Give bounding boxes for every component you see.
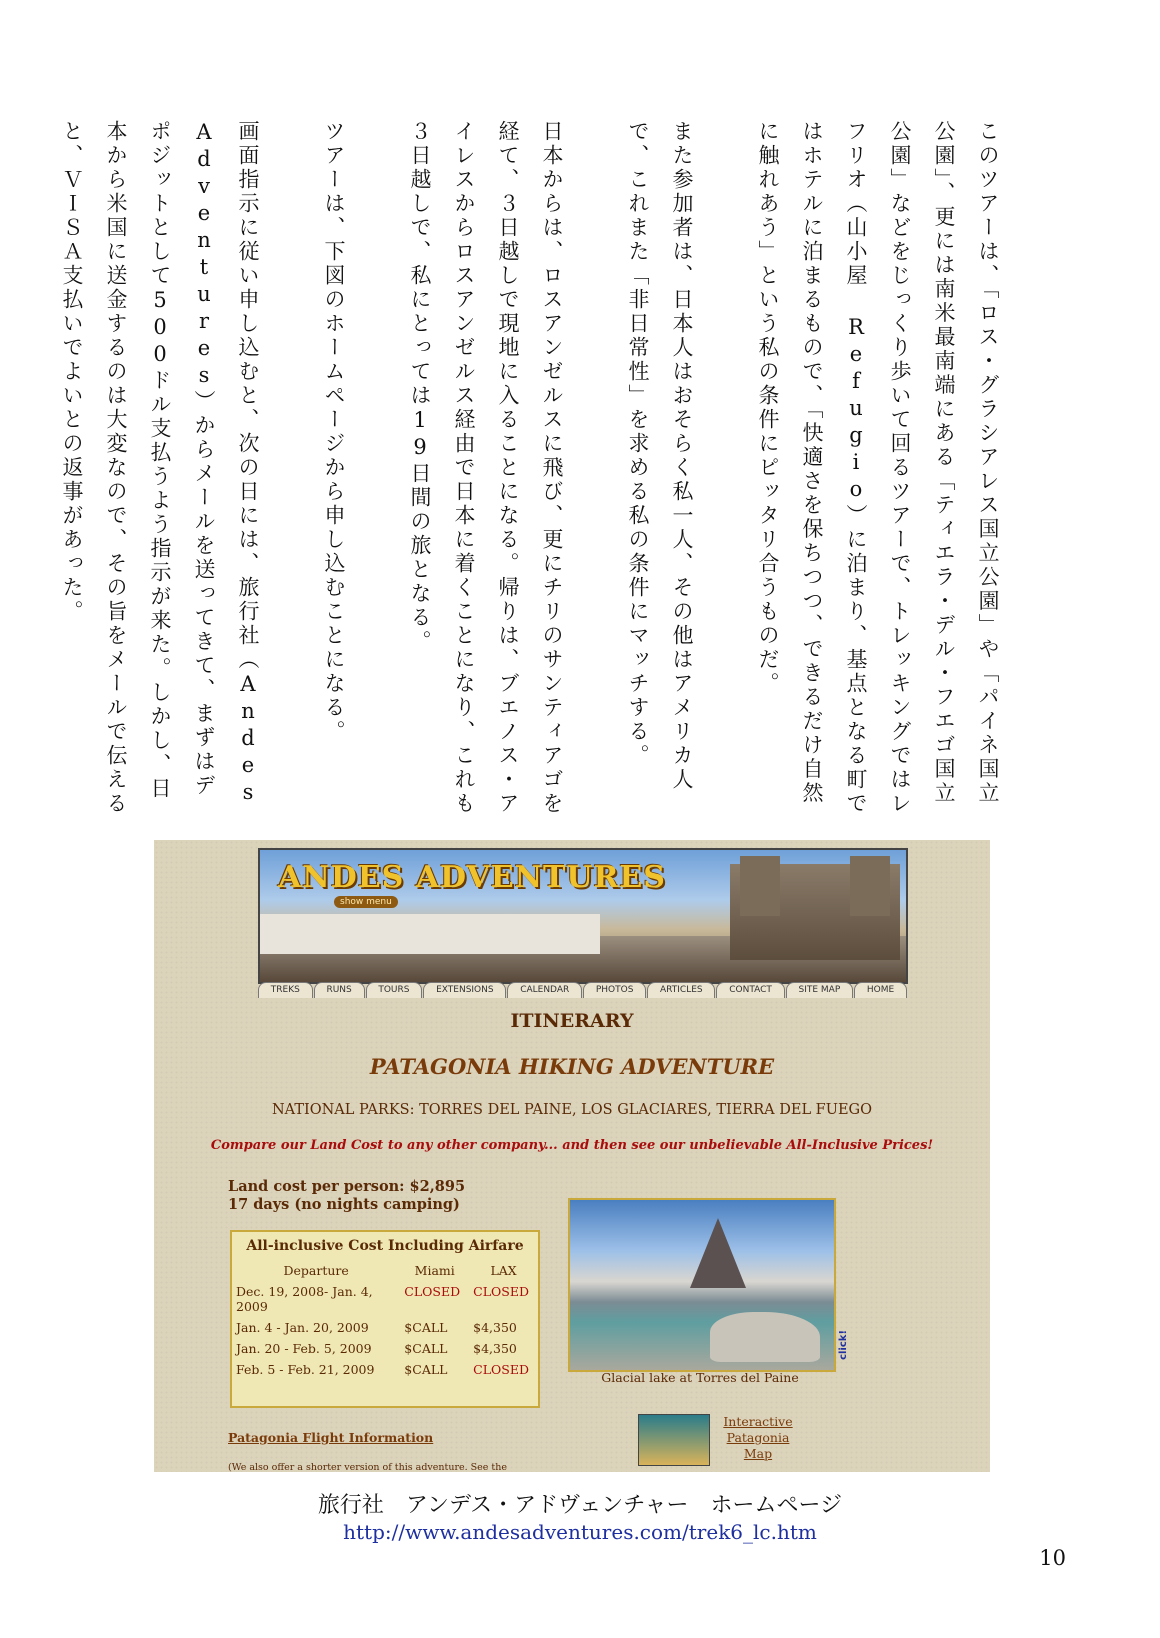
flight-info-link[interactable]: Patagonia Flight Information: [228, 1430, 434, 1445]
glacial-lake-photo[interactable]: [568, 1198, 836, 1372]
paragraph: また参加者は、日本人はおそらく私一人、その他はアメリカ人で、これまた「非日常性」を求める私の条件にマッチする。: [626, 120, 694, 792]
body-text: [60, 120, 1010, 820]
site-logo: ANDES ADVENTURES: [278, 860, 666, 895]
compare-text: Compare our Land Cost to any other company... and then see our unbelievable All-Inclusive Prices!: [210, 1138, 934, 1153]
paragraph: このツアーは、「ロス・グラシアレス国立公園」や「パイネ国立公園」、更には南米最南端にある「ティエラ・デル・フエゴ国立公園」などをじっくり歩いて回るツアーで、トレッキングではレフリオ（山小屋 Refugio）に泊まり、基点となる町ではホテルに泊まるもので、「快適さを保ちつつ、できるだけ自然に触れあう」という私の条件にピッタリ合うものだ。: [756, 120, 1000, 816]
column-header: LAX: [490, 1263, 517, 1278]
table-header-row: [232, 1260, 538, 1281]
figure-caption: 旅行社 アンデス・アドヴェンチャー ホームページ: [317, 1493, 843, 1518]
interactive-map-link[interactable]: [710, 1414, 806, 1462]
miami-cell: $CALL: [404, 1320, 448, 1335]
map-thumbnail[interactable]: [638, 1414, 710, 1466]
shorter-version-note: (We also offer a shorter version of this adventure. See the: [228, 1462, 507, 1473]
site-banner: [258, 848, 908, 984]
cost-table-title: All-inclusive Cost Including Airfare: [246, 1238, 524, 1254]
table-row: [232, 1281, 538, 1317]
nav-tab-calendar[interactable]: CALENDAR: [507, 982, 582, 998]
departure-cell: Jan. 4 - Jan. 20, 2009: [236, 1320, 369, 1335]
cost-table: [232, 1260, 538, 1380]
nav-tab-tours[interactable]: TOURS: [366, 982, 423, 998]
nav-tab-contact[interactable]: CONTACT: [716, 982, 784, 998]
lax-cell: $4,350: [473, 1320, 517, 1335]
land-cost-price: Land cost per person: $2,895: [228, 1178, 466, 1195]
paragraph: ツアーは、下図のホームページから申し込むことになる。: [322, 120, 346, 744]
lax-cell: CLOSED: [473, 1362, 529, 1377]
land-cost-duration: 17 days (no nights camping): [228, 1196, 460, 1213]
departure-cell: Dec. 19, 2008- Jan. 4, 2009: [236, 1284, 373, 1314]
miami-cell: $CALL: [404, 1341, 448, 1356]
map-link-line: Interactive: [723, 1414, 793, 1429]
map-link-line: Patagonia: [726, 1430, 790, 1445]
photo-caption: Glacial lake at Torres del Paine: [601, 1370, 799, 1385]
lax-cell: $4,350: [473, 1341, 517, 1356]
website-screenshot: [154, 840, 990, 1472]
paragraph: 日本からは、ロスアンゼルスに飛び、更にチリのサンティアゴを経て、３日越しで現地に入ることになる。帰りは、ブエノス・アイレスからロスアンゼルス経由で日本に着くことになり、これも３日越しで、私にとっては19日間の旅となる。: [408, 120, 564, 816]
land-cost: [228, 1178, 465, 1214]
site-nav: [258, 982, 908, 998]
national-parks: NATIONAL PARKS: TORRES DEL PAINE, LOS GLACIARES, TIERRA DEL FUEGO: [271, 1102, 873, 1118]
nav-tab-treks[interactable]: TREKS: [258, 982, 313, 998]
page-number: 10: [1039, 1546, 1066, 1570]
column-header: Departure: [283, 1263, 349, 1278]
nav-tab-photos[interactable]: PHOTOS: [583, 982, 646, 998]
departure-cell: Feb. 5 - Feb. 21, 2009: [236, 1362, 375, 1377]
table-row: [232, 1317, 538, 1338]
tour-title: PATAGONIA HIKING ADVENTURE: [369, 1054, 775, 1079]
nav-tab-site-map[interactable]: SITE MAP: [786, 982, 853, 998]
show-menu-button[interactable]: show menu: [334, 896, 398, 908]
miami-cell: CLOSED: [404, 1284, 461, 1299]
click-label[interactable]: click!: [838, 1330, 849, 1360]
table-row: [232, 1338, 538, 1359]
itinerary-heading: ITINERARY: [510, 1010, 634, 1032]
nav-tab-articles[interactable]: ARTICLES: [647, 982, 715, 998]
cost-table-box: [230, 1230, 540, 1408]
nav-tab-home[interactable]: HOME: [854, 982, 907, 998]
paragraph: 画面指示に従い申し込むと、次の日には、旅行社（Andes Adventures）からメールを送ってきて、まずはデポジットとして500ドル支払うよう指示が来た。しかし、日本から米国に送金するのは大変なので、その旨をメールで伝えると、ＶＩＳＡ支払いでよいとの返事があった。: [60, 120, 260, 816]
departure-cell: Jan. 20 - Feb. 5, 2009: [236, 1341, 372, 1356]
nav-tab-runs[interactable]: RUNS: [314, 982, 365, 998]
map-link-line: Map: [743, 1446, 773, 1461]
nav-tab-extensions[interactable]: EXTENSIONS: [423, 982, 506, 998]
lax-cell: CLOSED: [473, 1284, 529, 1299]
figure-url: http://www.andesadventures.com/trek6_lc.htm: [343, 1520, 817, 1544]
column-header: Miami: [414, 1263, 455, 1278]
miami-cell: $CALL: [404, 1362, 448, 1377]
table-row: [232, 1359, 538, 1380]
